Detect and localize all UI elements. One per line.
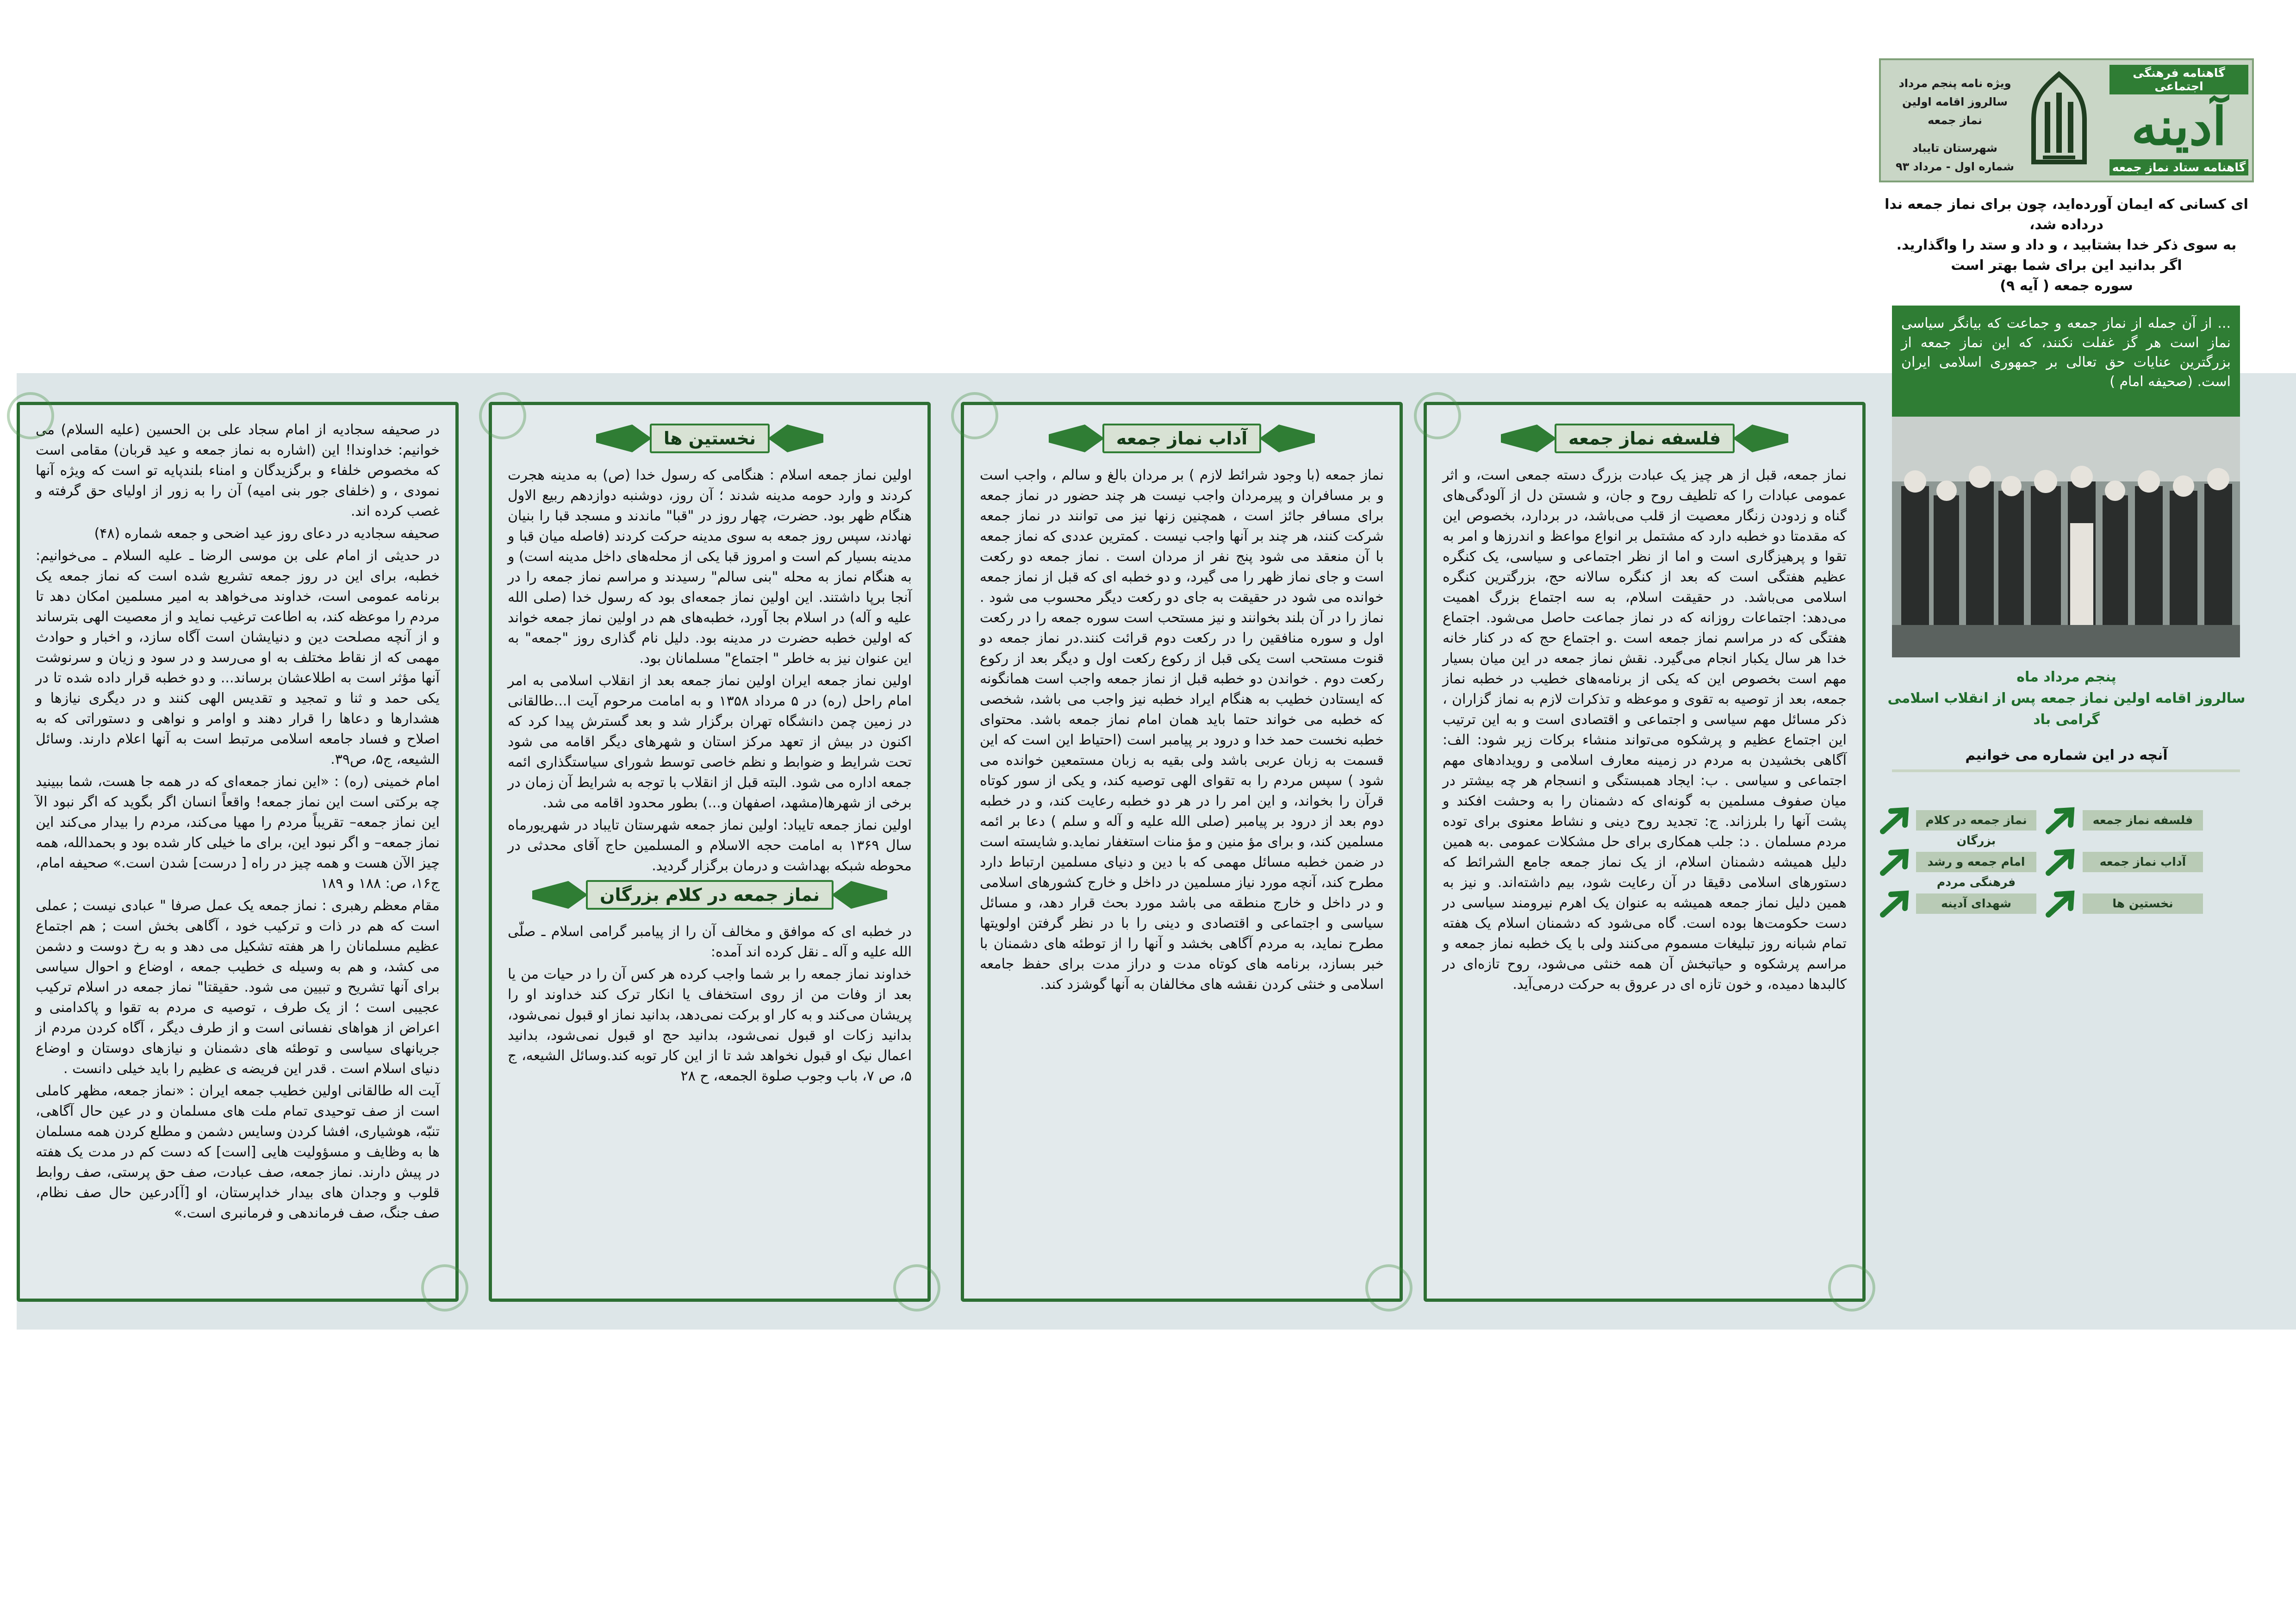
masthead-info — [1890, 74, 2020, 176]
toc-item[interactable]: شهدای آدینه — [1916, 893, 2036, 914]
paragraph: اولین نماز جمعه اسلام : هنگامی که رسول خدا (ص) به مدینه هجرت کردند و وارد حومه مدینه شدند ؛ آن روز، دوشنبه دوازدهم ربیع الاول هنگام ظهر بود. حضرت، چهار روز در "قبا" ماندند و مسجد قبا را بنیان نهادند، سپس روز جمعه به سوی مدینه حرکت کردند (فاصله میان قبا و مدینه بسیار کم است و امروز قبا یکی از محله‌های داخل مدینه است) و به هنگام نماز به محله "بنی سالم" رسیدند و مراسم نماز جمعه را در آنجا برپا داشتند. این اولین نماز جمعه‌ای بود که رسول خدا (صلی الله علیه و آله) در اسلام بجا آورد، خطبه‌های هم در اولین نماز جمعه خواند که اولین خطبه حضرت در مدینه بود. دلیل نام گذاری روز "جمعه" به این عنوان نیز به خاطر " اجتماع" مسلمانان بود. — [508, 467, 912, 667]
arrow-icon — [1880, 848, 1913, 876]
masthead — [1879, 58, 2254, 182]
paragraph: مقام معظم رهبری : نماز جمعه یک عمل صرفا " عبادی نیست ; عملی است که هم در ذات و ترکیب خود ، آگاهی بخش است ; هم اجتماع عظیم مسلمانان را هر هفته تشکیل می دهد و به رخ دوست و دشمن می کشد، و هم به وسیله ی خطیب جمعه ، اوضاع و احوال سیاسی برای آنها تشریح و تبیین می شود. حقیقتا" نماز جمعه در اسلام ترکیب عجیبی است ؛ از یک طرف ، توصیه ی مردم به تقوا و پاکدامنی و اعراض از هواهای نفسانی است و از طرف دیگر ، آگاه کردن مردم از جریانهای سیاسی و توطئه های دشمنان و نیازهای دوستان و اوضاع دنیای اسلام است . قدر این فریضه ی عظیم را باید خیلی دانست . — [36, 898, 440, 1077]
verse — [1879, 194, 2254, 296]
column-firsts — [489, 402, 931, 1302]
masthead-band-top: گاهنامه فرهنگی اجتماعی — [2109, 65, 2248, 94]
logo: آدینه — [2131, 96, 2227, 157]
verse-line: اگر بدانید این برای شما بهتر است — [1951, 257, 2182, 274]
caption — [1879, 667, 2254, 731]
paragraph: خداوند نماز جمعه را بر شما واجب کرده هر کس آن را در حیات من یا بعد از وفات من از روی استخفاف یا انکار ترک کند خداوند او را پریشان می‌کند و به کار او برکت نمی‌دهد، بدانید نماز او قبول نمی‌شود، بدانید زکات او قبول نمی‌شود، بدانید حج او قبول نمی‌شود، بدانید اعمال نیک او قبول نخواهد شد تا از این کار توبه کند.وسائل الشیعه، ج ۵، ص ۷، باب وجوب صلوة الجمعه، ح ۲۸ — [508, 966, 912, 1084]
verse-reference: سوره جمعه ( آیه ۹) — [2000, 278, 2133, 294]
ornament-icon — [1733, 425, 1788, 452]
section-title: آداب نماز جمعه — [1102, 424, 1261, 453]
divider — [1892, 769, 2240, 772]
toc-item[interactable]: فلسفه نماز جمعه — [2083, 810, 2203, 831]
paragraph: نماز جمعه، قبل از هر چیز یک عبادت بزرگ دسته جمعی است، و اثر عمومی عبادات را که تلطیف روح و جان، و شستن دل از آلودگی‌های گناه و زدودن زنگار معصیت از قلب می‌باشد، در بردارد، بخصوص این که مقدمتا دو خطبه دارد که مشتمل بر انواع مواعظ و اندرزها و امر به تقوا و پرهیزگاری است و اما از نظر اجتماعی و سیاسی، یک کنگره عظیم هفتگی است که بعد از کنگره سالانه حج، بزرگترین کنگره اسلامی می‌باشد. در حقیقت اسلام، به سه اجتماع بزرگ اهمیت می‌دهد: اجتماعات روزانه که در نماز جماعت حاصل می‌شود. اجتماع هفتگی که در مراسم نماز جمعه است .و اجتماع حج که در کنار خانه خدا هر سال یکبار انجام می‌گیرد. نقش نماز جمعه در این میان بسیار مهم است بخصوص این که یکی از برنامه‌های خطیب در خطبه نماز جمعه، بعد از توصیه به تقوی و موعظه و تذکرات لازم به نماز گزاران ، ذکر مسائل مهم سیاسی و اجتماعی و اقتصادی است و به این ترتیب این اجتماع عظیم و پرشکوه می‌تواند منشاء برکات زیر شود: الف: آگاهی بخشیدن به مردم در زمینه معارف اسلامی و رویدادهای مهم اجتماعی و سیاسی . ب: ایجاد همبستگی و انسجام هر چه بیشتر در میان صفوف مسلمین به گونه‌ای که دشمنان را به وحشت افکند و پشت آنها را بلرزاند. ج: تجدید روح دینی و نشاط معنوی برای توده مردم مسلمان . د: جلب همکاری برای حل مشکلات عمومی .به همین دلیل همیشه دشمنان اسلام، از یک نماز جمعه جامع الشرائط که دستورهای اسلامی دقیقا در آن رعایت شود، بیم داشته‌اند. و نیز به همین دلیل نماز جمعه همیشه به عنوان یک اهرم نیرومند سیاسی در دست حکومت‌ها بوده است. گاه می‌شود که دشمنان اسلام یک هفته تمام شبانه روز تبلیغات مسموم می‌کنند ولی با یک خطبه نماز جمعه و مراسم پرشکوه و حیاتبخش آن همه خنثی می‌شود، روح تازه‌ای در کالبدها دمیده، و خون تازه ای در عروق به حرکت درمی‌آید. — [1443, 467, 1847, 993]
paragraph: در صحیفه سجادیه از امام سجاد علی بن الحسین (علیه السلام) می خوانیم: خداوندا! این (اشاره به نماز جمعه و عید قربان) مقامی است که مخصوص خلفاء و برگزیدگان و امناء بلندپایه تو است که ویژه آنها نمودی ، و (خلفای جور بنی امیه) آن را به زور از اولیای حق گرفته و غصب کرده اند. — [36, 422, 440, 519]
arrow-icon — [2046, 806, 2079, 834]
special-issue: ویژه نامه پنجم مرداد — [1898, 77, 2011, 90]
toc-item[interactable]: امام جمعه و رشد فرهنگی مردم — [1916, 852, 2036, 872]
emblem-icon — [2024, 69, 2094, 176]
column-sayings — [17, 402, 459, 1302]
ornament-icon — [832, 881, 887, 909]
arrow-icon — [2046, 848, 2079, 876]
ornament-icon — [532, 881, 588, 909]
anniversary: سالروز اقامه اولین نماز جمعه — [1902, 95, 2008, 127]
ornament-icon — [768, 425, 823, 452]
sayings-body — [36, 420, 440, 1224]
column-etiquette — [961, 402, 1403, 1302]
toc-item[interactable]: آداب نماز جمعه — [2083, 852, 2203, 872]
column-philosophy — [1424, 402, 1866, 1302]
paragraph: اولین نماز جمعه تایباد: اولین نماز جمعه شهرستان تایباد در شهریورماه سال ۱۳۶۹ به امامت حجه الاسلام و المسلمین حاج آقای محدثی در محوطه شبکه بهداشت و درمان برگزار گردید. — [508, 817, 912, 874]
toc-item[interactable]: نخستین ها — [2083, 893, 2203, 914]
verse-line: به سوی ذکر خدا بشتابید ، و داد و ستد را واگذارید. — [1896, 237, 2237, 253]
section-header — [508, 880, 912, 910]
ornament-icon — [596, 425, 652, 452]
arrow-icon — [1880, 890, 1913, 918]
arrow-icon — [1880, 806, 1913, 834]
friday-prayer-photo — [1892, 417, 2240, 657]
section-header — [980, 424, 1384, 453]
paragraph: صحیفه سجادیه در دعای روز عید اضحی و جمعه شماره (۴۸) — [94, 525, 440, 542]
imam-quote: ... از آن جمله از نماز جمعه و جماعت که بیانگر سیاسی نماز است هر گز غفلت نکنند، که این نماز جمعه از بزرگترین عنایات حق تعالی بر جمهوری اسلامی ایران است. (صحیفه امام ) — [1892, 306, 2240, 417]
paragraph: آیت اله طالقانی اولین خطیب جمعه ایران : «نماز جمعه، مظهر کاملی است از صف توحیدی تمام ملت های مسلمان و در عین حال آگاهی، تنبّه، هوشیاری، افشا کردن وسایس دشمن و مطلع کردن همه مسلمان ها به وظایف و مسؤولیت هایی [است] که دست کم در مدت یک هفته در پیش دارند. نماز جمعه، صف عبادت، صف حق پرستی، صف روابط قلوب و وجدان های بیدار خداپرستان، او [آ]درعین حال صف نظام، صف جنگ، صف فرماندهی و فرمانبری است.» — [36, 1083, 440, 1221]
paragraph: امام خمینی (ره) : «این نماز جمعه‌ای که در همه جا هست، شما ببینید چه برکتی است این نماز جمعه! واقعاً انسان اگر بگوید که اگر نبود الآ این نماز جمعه– تقریباً مردم را مهیا می‌کند، مردم را بیدار می‌کند این نماز جمعه– و اگر نبود این، برای ما خیلی کار شده بود و بحمدالله، همه چیز الآن هست و همه چیز در راه [ درست] شدن است.» صحیفه امام، ج۱۶، ص: ۱۸۸ و ۱۸۹ — [36, 774, 440, 892]
section-header — [1443, 424, 1847, 453]
toc-title: آنچه در این شماره می خوانیم — [1965, 747, 2168, 763]
arrow-icon — [2046, 890, 2079, 918]
paragraph: در حدیثی از امام علی بن موسی الرضا ـ علیه السلام ـ می‌خوانیم: خطبه، برای این در روز جمعه تشریع شده است که نماز جمعه یک برنامه عمومی است، خداوند می‌خواهد به امیر مسلمین امکان دهد تا مردم را موعظه کند، به اطاعت ترغیب نماید و از معصیت الهی بترساند و از آنچه مصلحت دین و دنیایشان است آگاه سازد، و اخبار و حوادث مهمی که از نقاط مختلف به او می‌رسد و در سود و زیان و سرنوشت آنها مؤثر است به اطلاعشان برساند... و دو خطبه قرار داده شده تا در یکی حمد و ثنا و تمجید و تقدیس الهی کنند و در دیگری نیازها و هشدارها و دعاها را قرار دهند و اوامر و نواهی و دستوراتی که به اصلاح و فساد جامعه اسلامی مرتبط است به آنها اعلام دارند. وسائل الشیعه، ج۵، ص۳۹. — [36, 548, 440, 768]
section-header — [508, 424, 912, 453]
ornament-icon — [1501, 425, 1556, 452]
section-title: نخستین ها — [650, 424, 770, 453]
paragraph: اولین نماز جمعه ایران اولین نماز جمعه بعد از انقلاب اسلامی به امر امام راحل (ره) در ۵ مرداد ۱۳۵۸ و به امامت مرحوم آیت ا...طالقانی در زمین چمن دانشگاه تهران برگزار شد و بعد گسترش پیدا کرد که اکنون در بیش از تعهد مرکز استان و شهرهای دیگر اقامه می شود تحت شرایط و ضوابط و نظم خاصی توسط شورای سیاستگذاری ائمه جمعه اداره می شود. البته قبل از انقلاب با توجه به شرایط آن زمان در برخی از شهرها(مشهد، اصفهان و...) بطور محدود اقامه می شد. — [508, 673, 912, 811]
ornament-icon — [1259, 425, 1315, 452]
toc-item[interactable]: نماز جمعه در کلام بزرگان — [1916, 810, 2036, 831]
section-title: نماز جمعه در کلام بزرگان — [586, 880, 834, 910]
ornament-icon — [1049, 425, 1104, 452]
county: شهرستان تایباد — [1912, 142, 1997, 155]
masthead-brand — [2109, 65, 2248, 176]
caption-text: سالروز اقامه اولین نماز جمعه پس از انقلاب اسلامی گرامی باد — [1887, 690, 2246, 728]
caption-date: پنجم مرداد ماه — [2016, 669, 2116, 685]
paragraph: در خطبه ای که موافق و مخالف آن را از پیامبر گرامی اسلام ـ صلّی الله علیه و آله ـ نقل کرده اند آمده: — [508, 924, 912, 960]
issue-number: شماره اول - مرداد ۹۳ — [1896, 160, 2014, 173]
paragraph: نماز جمعه (با وجود شرائط لازم ) بر مردان بالغ و سالم ، واجب است و بر مسافران و پیرمردان واجب نیست هر چند حضور در نماز جمعه برای مسافر جائز است ، همچنین زنها نیز می توانند در نماز جمعه شرکت کنند، هر چند بر آنها واجب نیست . کمترین عددی که نماز جمعه با آن منعقد می شود پنج نفر از مردان است . نماز جمعه دو رکعت است و جای نماز ظهر را می گیرد، و دو خطبه ای که قبل از نماز جمعه خوانده می شود در حقیقت به جای دو رکعت دیگر محسوب می شود . نماز را در آن بلند بخوانند و نیز مستحب است سوره جمعه را در رکعت اول و سوره منافقین را در رکعت دوم قرائت کنند.در نماز جمعه دو قنوت مستحب است یکی قبل از رکوع رکعت اول و دیگر بعد از رکوع رکعت دوم . خواندن دو خطبه قبل از نماز جمعه واجب است همانگونه که ایستادن خطیب به هنگام ایراد خطبه نیز واجب می باشد، شخصی که خطبه می خواند حتما باید همان امام نماز جمعه باشد. محتوای خطبه نخست حمد خدا و درود بر پیامبر است (احتیاط این است که این قسمت به زبان عربی باشد ولی بقیه به زبان مستمعین خوانده می شود ) سپس مردم را به تقوای الهی توصیه کند، و یکی از سور کوتاه قرآن را بخواند، و این امر را در هر دو خطبه رعایت کند، و در خطبه دوم بعد از درود بر پیامبر (صلی الله علیه و آله و سلم ) دعا بر ائمه مسلمین کند، و برای مؤ منین و مؤ منات استغفار نماید.و شایسته است در ضمن خطبه مسائل مهمی که با دین و دنیای مسلمین ارتباط دارد مطرح کند، آنچه مورد نیاز مسلمین در داخل و خارج کشورهای اسلامی و در داخل و خارج منطقه می باشد مورد بحث قرار دهد، و مسائل سیاسی و اجتماعی و اقتصادی و دینی را با در نظر گرفتن اولویتها مطرح نماید، به مردم آگاهی بخشد و آنها را از توطئه های دشمنان با خبر بسازد، برنامه های کوتاه مدت و دراز مدت برای حفظ جامعه اسلامی و خنثی کردن نقشه های مخالفان به آنها گوشزد کند. — [980, 467, 1384, 993]
verse-line: ای کسانی که ایمان آورده‌اید، چون برای نماز جمعه ندا درداده شد، — [1885, 196, 2248, 233]
masthead-band-bottom: گاهنامه ستاد نماز جمعه — [2109, 159, 2248, 175]
section-title: فلسفه نماز جمعه — [1555, 424, 1735, 453]
